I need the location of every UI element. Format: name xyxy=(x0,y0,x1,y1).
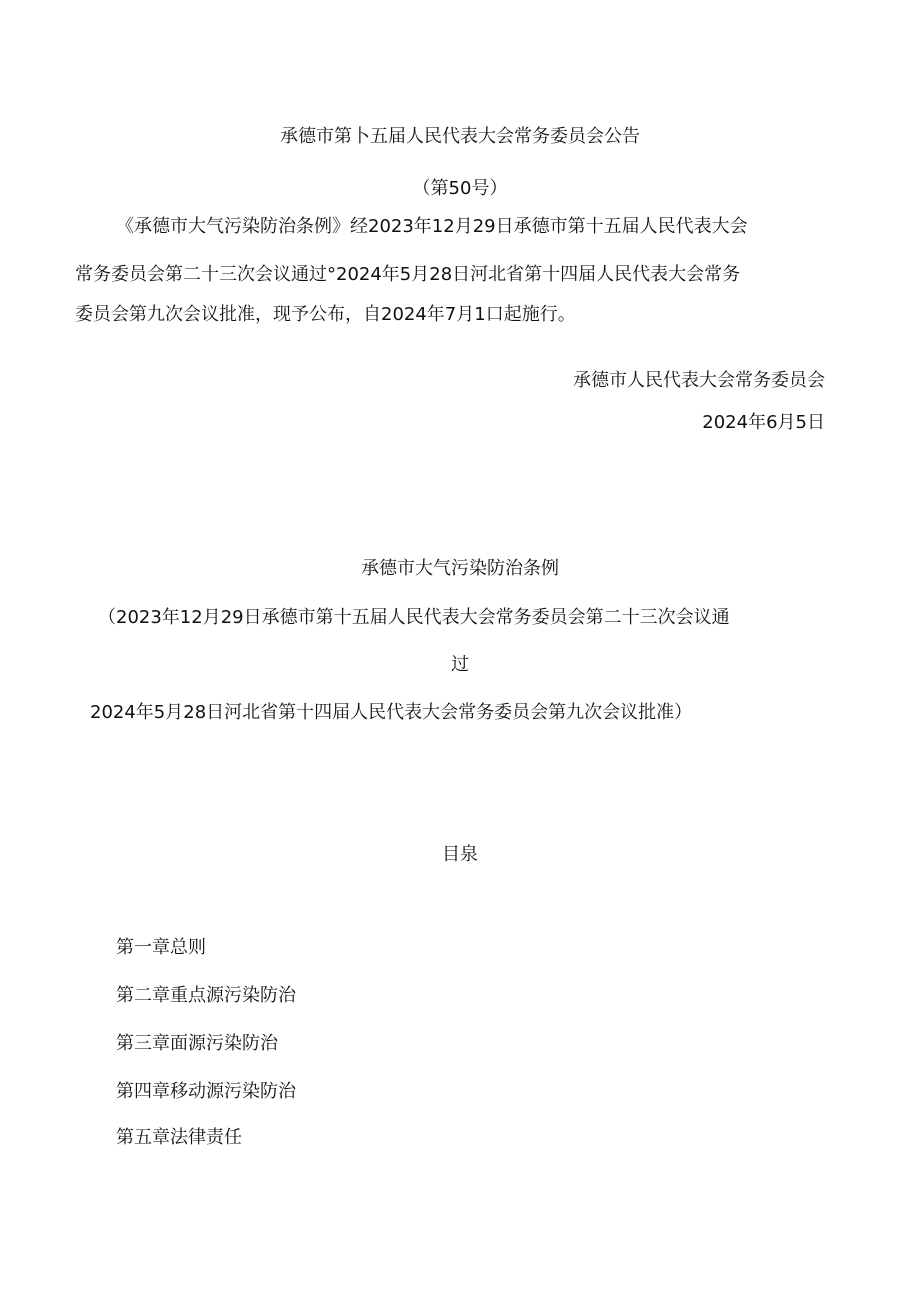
toc-item: 第一章总则 xyxy=(116,937,206,958)
regulation-note-line: 2024年5月28日河北省第十四届人民代表大会常务委员会第九次会议批准） xyxy=(90,702,693,723)
announcement-body-line: 《承德市大气污染防治条例》经2023年12月29日承德市第十五届人民代表大会 xyxy=(116,216,748,237)
toc-item: 第四章移动源污染防治 xyxy=(116,1081,296,1102)
announcement-body-line: 委员会第九次会议批准，现予公布，自2024年7月1口起施行。 xyxy=(75,304,576,325)
announcement-number: （第50号） xyxy=(412,178,508,199)
announcement-title: 承德市第卜五届人民代表大会常务委员会公告 xyxy=(280,126,640,147)
announcement-body-line: 常务委员会第二十三次会议通过°2024年5月28日河北省第十四届人民代表大会常务 xyxy=(75,264,741,285)
regulation-note-line: 过 xyxy=(451,654,469,675)
toc-item: 第五章法律责任 xyxy=(116,1127,242,1148)
toc-item: 第三章面源污染防治 xyxy=(116,1033,278,1054)
issuer: 承德市人民代表大会常务委员会 xyxy=(573,370,825,391)
toc-item: 第二章重点源污染防治 xyxy=(116,985,296,1006)
regulation-note-line: （2023年12月29日承德市第十五届人民代表大会常务委员会第二十三次会议通 xyxy=(98,607,730,628)
regulation-title: 承德市大气污染防治条例 xyxy=(361,558,559,579)
issue-date: 2024年6月5日 xyxy=(702,412,825,433)
toc-heading: 目泉 xyxy=(442,844,478,865)
